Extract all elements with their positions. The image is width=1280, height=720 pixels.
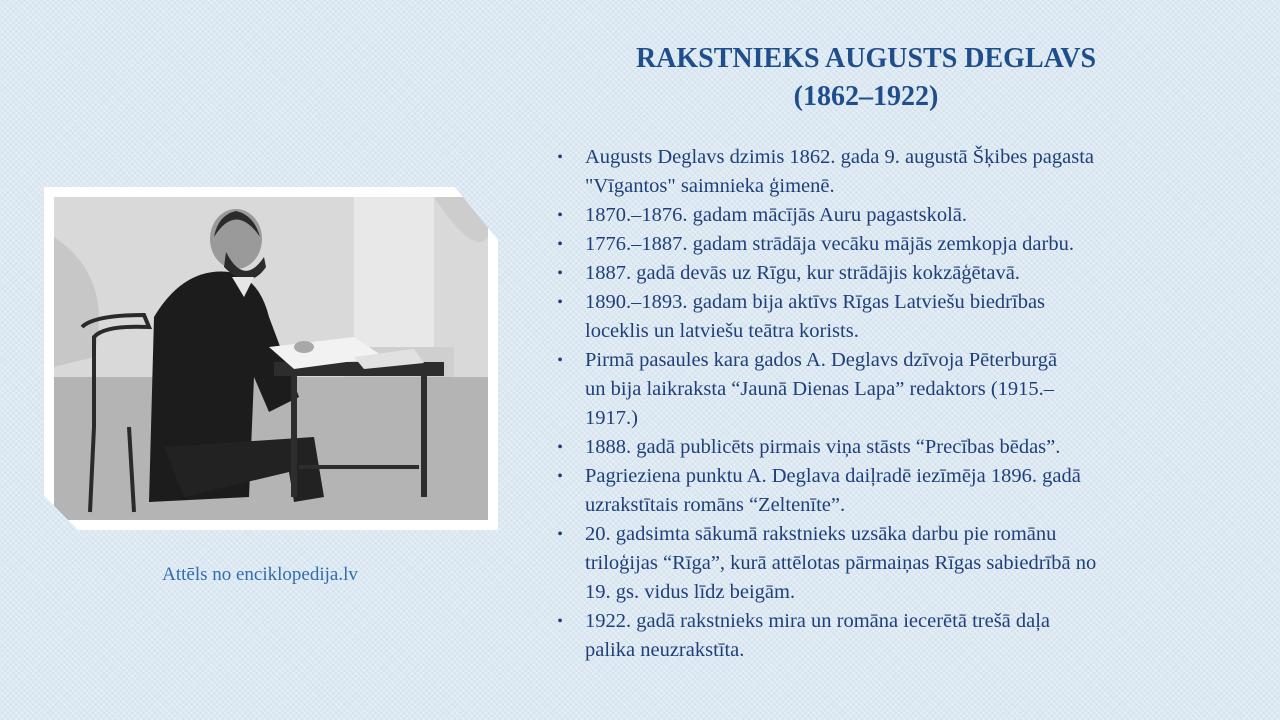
bullet-text-line: 1870.–1876. gadam mācījās Auru pagastskolā. xyxy=(585,204,968,226)
bullet-item xyxy=(553,607,1233,665)
bullet-text-line: uzrakstītais romāns “Zeltenīte”. xyxy=(585,494,846,516)
bullet-text-line: Augusts Deglavs dzimis 1862. gada 9. augustā Šķibes pagasta xyxy=(585,146,1095,168)
bullet-text-line: 1922. gadā rakstnieks mira un romāna iecerētā trešā daļa xyxy=(585,610,1051,632)
slide-title xyxy=(560,40,1172,116)
bullet-item xyxy=(553,230,1233,259)
bullet-item xyxy=(553,520,1233,607)
bullet-item xyxy=(553,143,1233,201)
bullet-dot-icon: • xyxy=(557,236,563,253)
bullet-text-line: 1776.–1887. gadam strādāja vecāku mājās zemkopja darbu. xyxy=(585,233,1074,255)
bullet-text-line: 1917.) xyxy=(585,407,638,429)
bullet-dot-icon: • xyxy=(557,207,563,224)
slide-title-line-1: RAKSTNIEKS AUGUSTS DEGLAVS xyxy=(635,43,1097,74)
bullet-item xyxy=(553,462,1233,520)
bullet-text-line: 1887. gadā devās uz Rīgu, kur strādājis kokzāģētavā. xyxy=(585,262,1020,284)
bullet-text-line: 1888. gadā publicēts pirmais viņa stāsts “Precības bēdas”. xyxy=(585,436,1061,458)
bullet-dot-icon: • xyxy=(557,468,563,485)
bullet-text-line: un bija laikraksta “Jaunā Dienas Lapa” redaktors (1915.– xyxy=(585,378,1055,400)
bullet-item xyxy=(553,201,1233,230)
bullet-text-line: 20. gadsimta sākumā rakstnieks uzsāka darbu pie romānu xyxy=(585,523,1057,545)
bullet-list xyxy=(553,143,1233,665)
bullet-dot-icon: • xyxy=(557,439,563,456)
bullet-text-line: loceklis un latviešu teātra korists. xyxy=(585,320,859,342)
bullet-dot-icon: • xyxy=(557,265,563,282)
bullet-dot-icon: • xyxy=(557,613,563,630)
bullet-text-line: "Vīgantos" saimnieka ģimenē. xyxy=(585,175,835,197)
portrait-photo xyxy=(54,197,488,520)
bullet-dot-icon: • xyxy=(557,352,563,369)
portrait-illustration xyxy=(54,197,488,520)
bullet-text-line: Pagrieziena punktu A. Deglava daiļradē iezīmēja 1896. gadā xyxy=(585,465,1081,487)
bullet-text-line: 19. gs. vidus līdz beigām. xyxy=(585,581,796,603)
bullet-text-line: 1890.–1893. gadam bija aktīvs Rīgas Latviešu biedrības xyxy=(585,291,1046,313)
bullet-text-line: triloģijas “Rīga”, kurā attēlotas pārmaiņas Rīgas sabiedrībā no xyxy=(585,552,1097,574)
bullet-item xyxy=(553,346,1233,433)
bullet-item xyxy=(553,433,1233,462)
bullet-dot-icon: • xyxy=(557,526,563,543)
bullet-item xyxy=(553,288,1233,346)
bullet-dot-icon: • xyxy=(557,149,563,166)
bullet-item xyxy=(553,259,1233,288)
bullet-text-line: Pirmā pasaules kara gados A. Deglavs dzīvoja Pēterburgā xyxy=(585,349,1058,371)
photo-caption: Attēls no enciklopedija.lv xyxy=(162,564,358,585)
bullet-text-line: palika neuzrakstīta. xyxy=(585,639,745,661)
slide-title-line-2: (1862–1922) xyxy=(793,81,939,112)
bullet-dot-icon: • xyxy=(557,294,563,311)
photo-frame xyxy=(44,187,498,530)
